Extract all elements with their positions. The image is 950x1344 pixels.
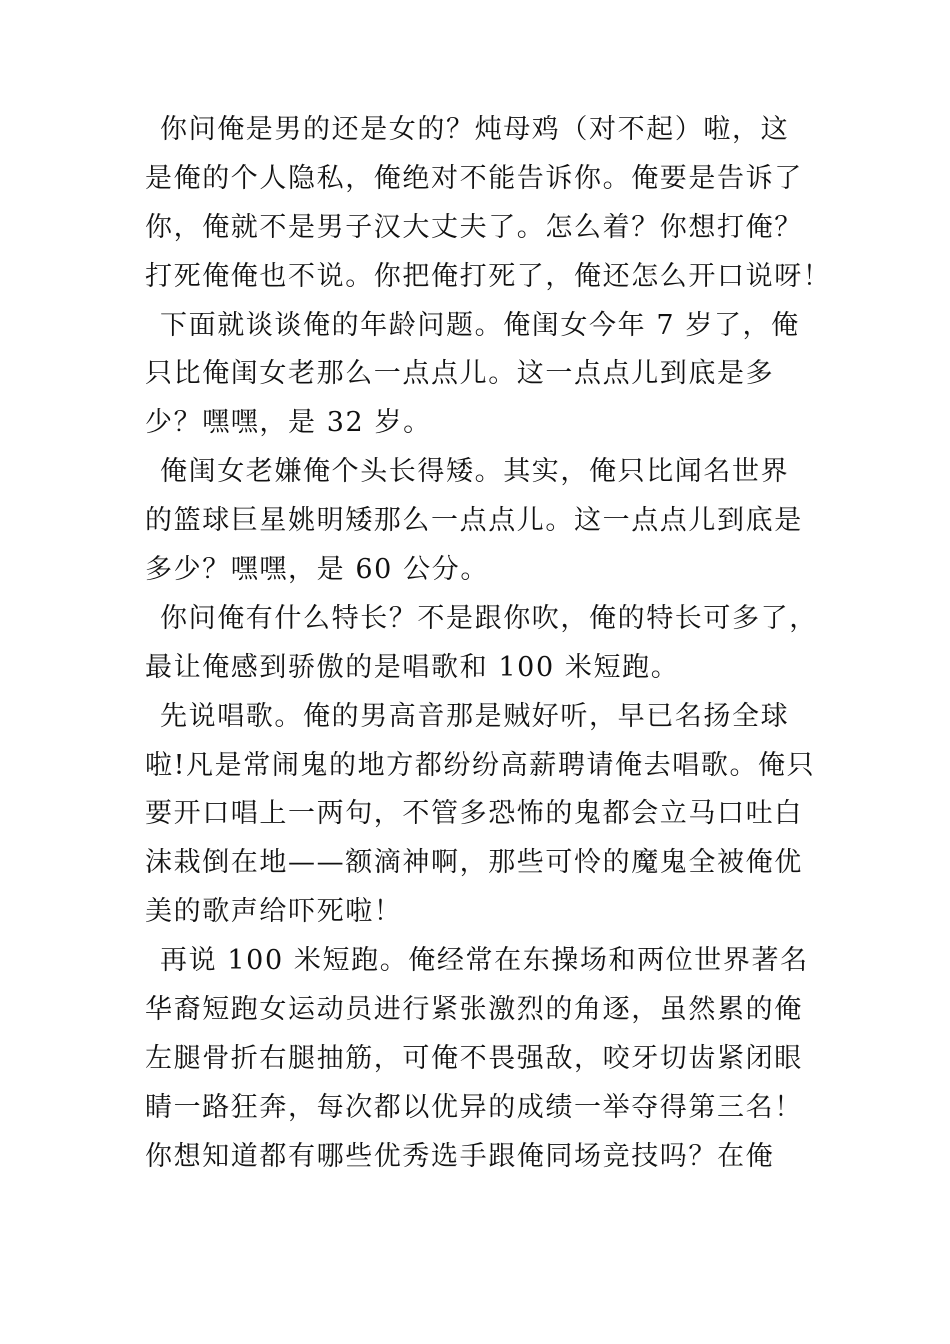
text-line: 你想知道都有哪些优秀选手跟俺同场竞技吗？在俺: [145, 1140, 775, 1172]
text-line: 啦!凡是常闹鬼的地方都纷纷高薪聘请俺去唱歌。俺只: [145, 749, 816, 781]
text-line: 只比俺闺女老那么一点点儿。这一点点儿到底是多: [145, 358, 775, 390]
text-line: 华裔短跑女运动员进行紧张激烈的角逐，虽然累的俺: [145, 994, 803, 1026]
document-body: [145, 106, 832, 1182]
text-line: 先说唱歌。俺的男高音那是贼好听，早已名扬全球: [160, 700, 790, 732]
text-line: 再说 100 米短跑。俺经常在东操场和两位世界著名: [160, 945, 809, 977]
text-line: 你问俺有什么特长？不是跟你吹，俺的特长可多了，: [160, 602, 818, 634]
text-line: 的篮球巨星姚明矮那么一点点儿。这一点点儿到底是: [145, 505, 803, 537]
text-line: 打死俺俺也不说。你把俺打死了，俺还怎么开口说呀！: [145, 260, 832, 292]
text-line: 你问俺是男的还是女的？炖母鸡（对不起）啦，这: [160, 114, 790, 145]
text-line: 最让俺感到骄傲的是唱歌和 100 米短跑。: [145, 651, 680, 683]
text-line: 美的歌声给吓死啦！: [145, 896, 403, 928]
text-line: 多少？嘿嘿，是 60 公分。: [145, 554, 489, 586]
text-line: 沫栽倒在地——额滴神啊，那些可怜的魔鬼全被俺优: [145, 847, 803, 879]
text-line: 下面就谈谈俺的年龄问题。俺闺女今年 7 岁了，俺: [160, 309, 800, 341]
text-line: 要开口唱上一两句，不管多恐怖的鬼都会立马口吐白: [145, 798, 803, 830]
text-line: 少？嘿嘿，是 32 岁。: [145, 407, 432, 439]
text-line: 左腿骨折右腿抽筋，可俺不畏强敌，咬牙切齿紧闭眼: [145, 1042, 803, 1074]
text-line: 你，俺就不是男子汉大丈夫了。怎么着？你想打俺？: [145, 211, 803, 243]
text-line: 是俺的个人隐私，俺绝对不能告诉你。俺要是告诉了: [145, 162, 803, 194]
text-line: 俺闺女老嫌俺个头长得矮。其实，俺只比闻名世界: [160, 456, 790, 488]
text-line: 睛一路狂奔，每次都以优异的成绩一举夺得第三名！: [145, 1091, 803, 1123]
